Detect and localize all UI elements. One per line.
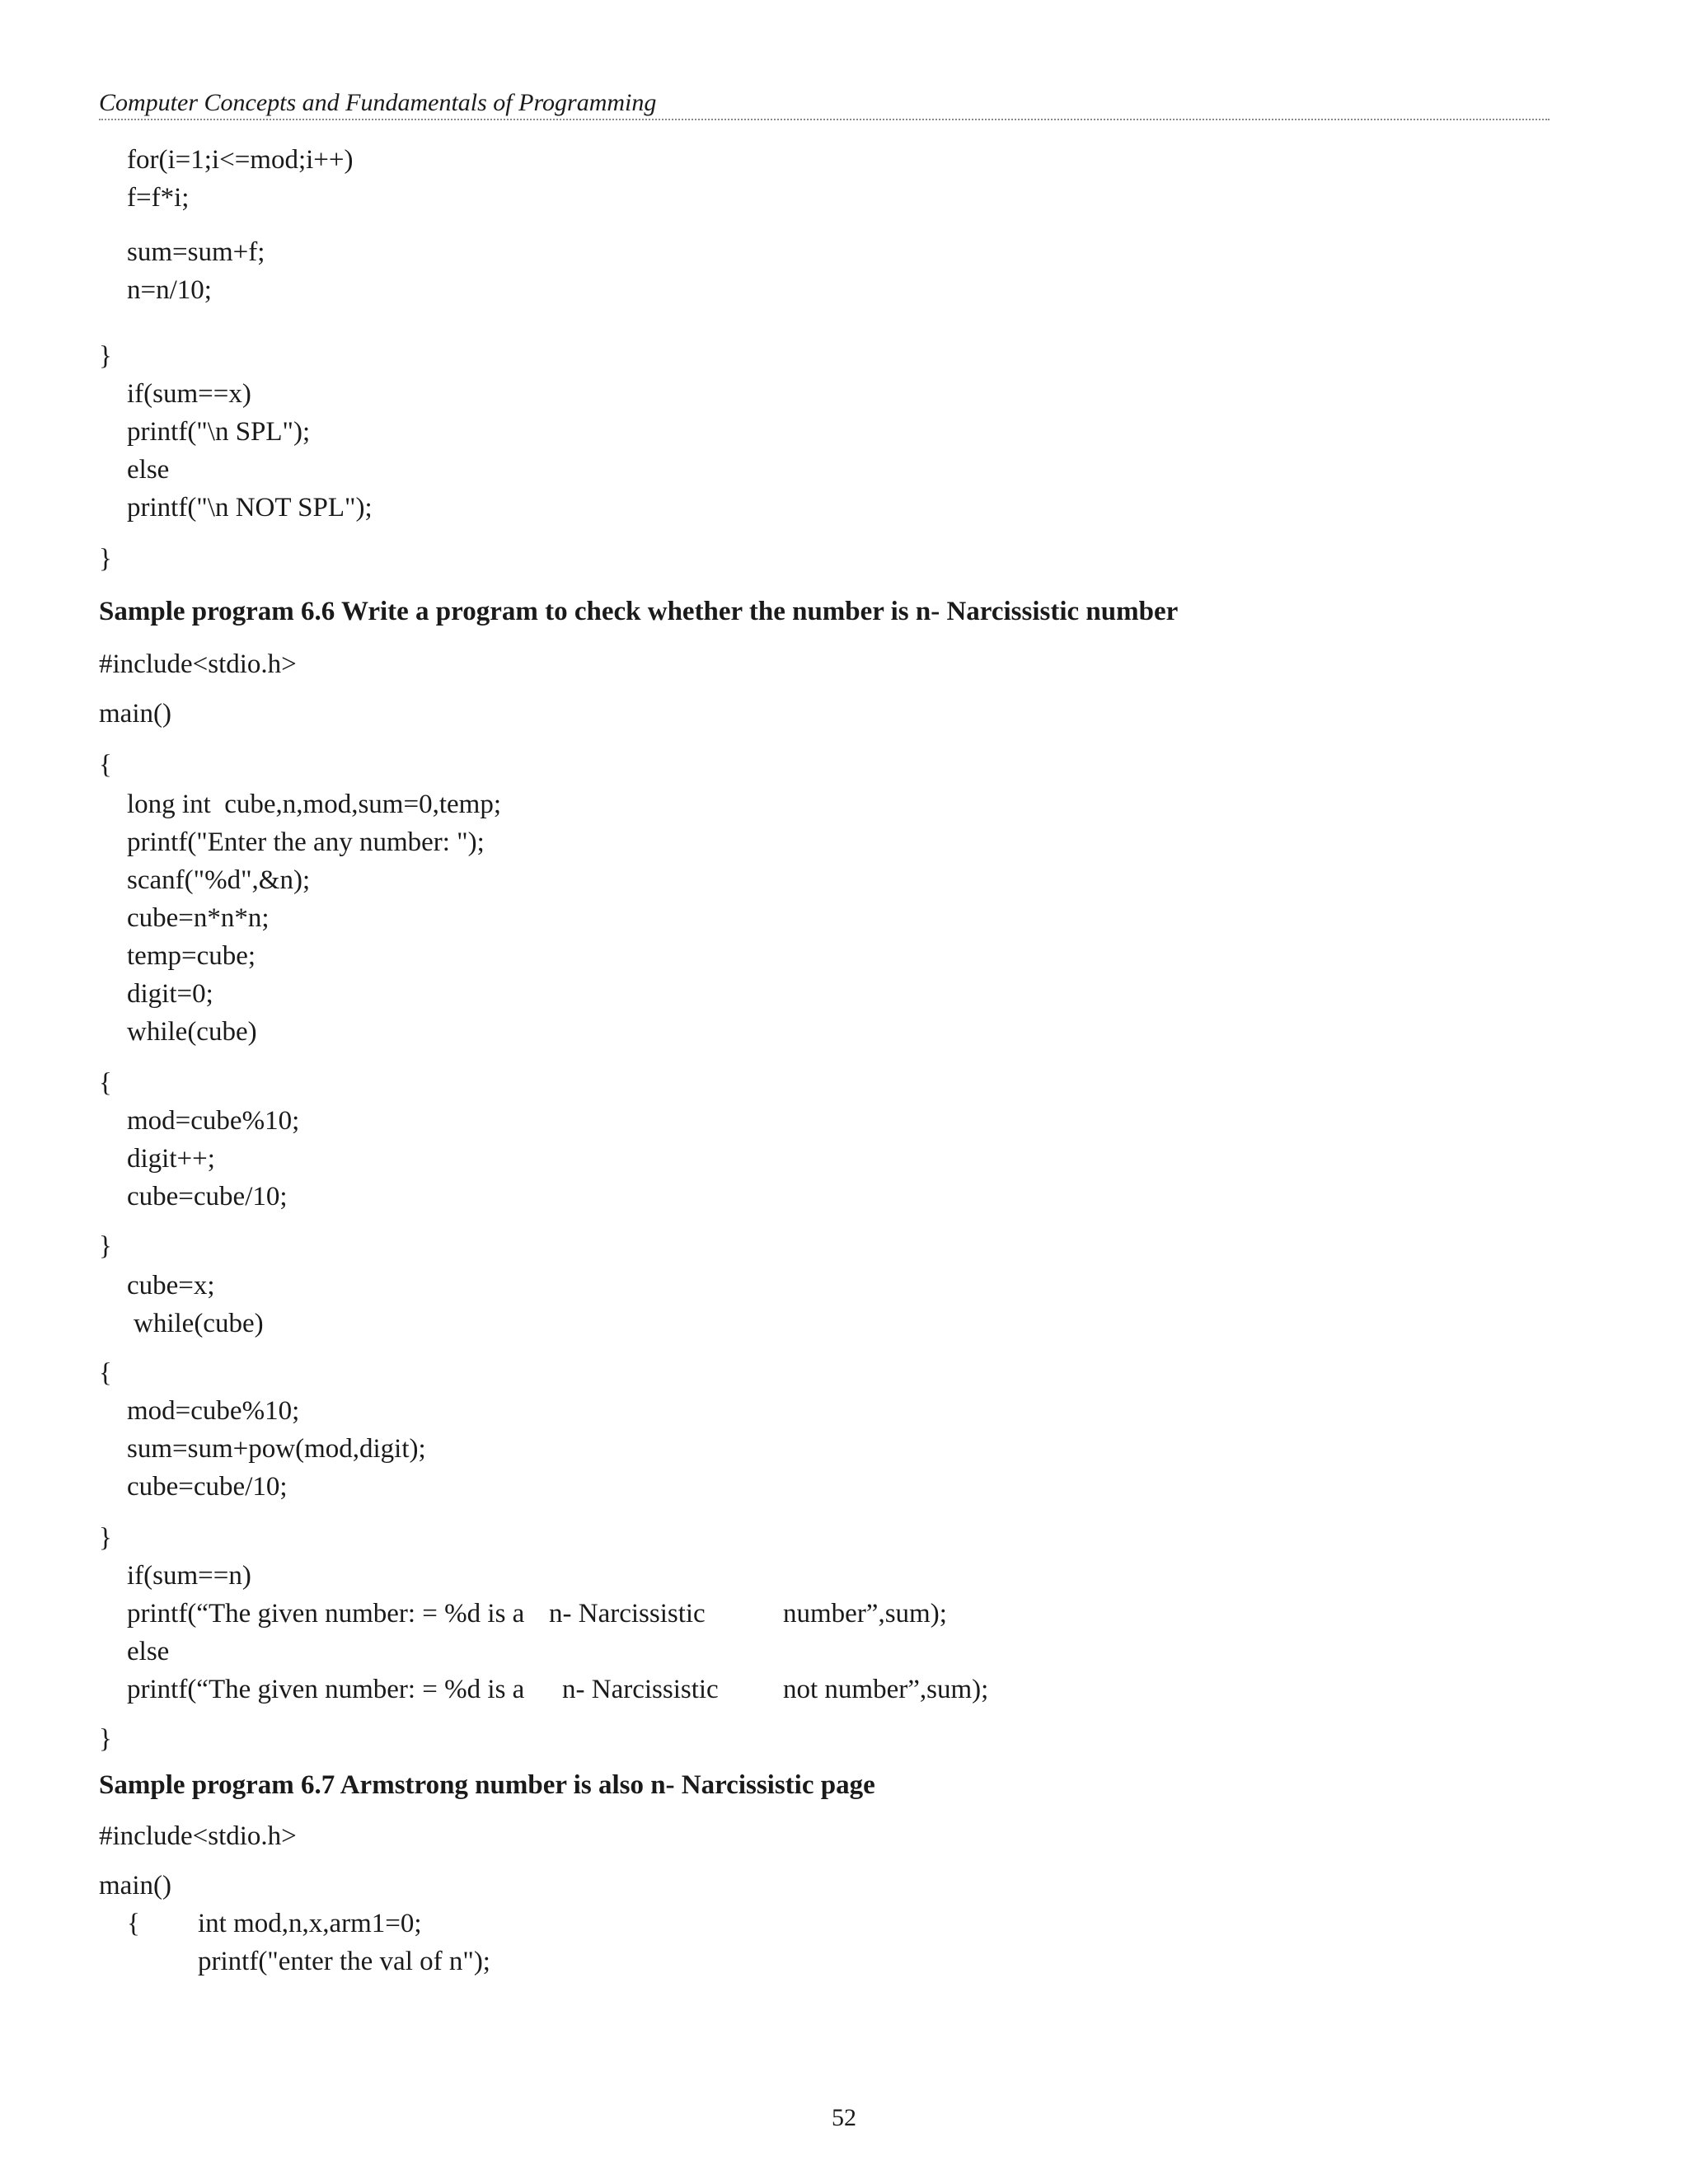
code-line: if(sum==x) <box>127 379 251 409</box>
page-number: 52 <box>832 2104 856 2131</box>
code-line: if(sum==n) <box>127 1561 251 1591</box>
code-line: scanf("%d",&n); <box>127 865 311 895</box>
code-line: sum=sum+f; <box>127 237 265 267</box>
code-line: while(cube) <box>134 1309 264 1338</box>
code-line: } <box>99 544 112 574</box>
book-title: Computer Concepts and Fundamentals of Programming <box>99 89 657 116</box>
program-heading: Sample program 6.7 Armstrong number is also n- Narcissistic page <box>99 1770 875 1800</box>
code-line: cube=x; <box>127 1271 215 1301</box>
code-segment: n- Narcissistic <box>549 1599 706 1629</box>
code-line: cube=n*n*n; <box>127 903 270 933</box>
code-line: printf("\n SPL"); <box>127 417 311 447</box>
code-line: } <box>99 1231 112 1261</box>
code-segment: n- Narcissistic <box>562 1675 719 1704</box>
code-line: digit=0; <box>127 979 213 1009</box>
code-line: main() <box>99 1871 171 1900</box>
code-line: main() <box>99 699 171 729</box>
code-segment: printf(“The given number: = %d is a <box>127 1599 525 1629</box>
code-line: } <box>99 1724 112 1754</box>
code-line: { <box>99 1358 112 1388</box>
code-line: mod=cube%10; <box>127 1106 300 1136</box>
code-line: printf("Enter the any number: "); <box>127 827 485 857</box>
code-line: cube=cube/10; <box>127 1472 288 1502</box>
code-line: else <box>127 455 170 485</box>
code-line: int mod,n,x,arm1=0; <box>198 1909 422 1938</box>
code-segment: printf(“The given number: = %d is a <box>127 1675 525 1704</box>
code-line: { <box>99 1068 112 1098</box>
code-line: f=f*i; <box>127 183 190 213</box>
code-line: sum=sum+pow(mod,digit); <box>127 1434 426 1464</box>
program-heading: Sample program 6.6 Write a program to check whether the number is n- Narcissistic number <box>99 597 1179 626</box>
code-segment: not number”,sum); <box>783 1675 989 1704</box>
code-line: #include<stdio.h> <box>99 1821 297 1851</box>
code-line: cube=cube/10; <box>127 1182 288 1212</box>
code-line: digit++; <box>127 1144 215 1174</box>
code-line: long int cube,n,mod,sum=0,temp; <box>127 790 501 819</box>
code-line: else <box>127 1637 170 1666</box>
running-header <box>99 86 1550 120</box>
code-line: temp=cube; <box>127 941 256 971</box>
code-line: { <box>127 1909 140 1938</box>
code-line: printf("\n NOT SPL"); <box>127 493 373 523</box>
code-segment: number”,sum); <box>783 1599 947 1629</box>
code-line: } <box>99 341 112 371</box>
code-line: while(cube) <box>127 1017 257 1047</box>
code-line: #include<stdio.h> <box>99 649 297 679</box>
code-line: for(i=1;i<=mod;i++) <box>127 145 354 175</box>
code-line: { <box>99 750 112 780</box>
code-line: mod=cube%10; <box>127 1396 300 1426</box>
code-line: } <box>99 1523 112 1553</box>
code-line: n=n/10; <box>127 275 212 305</box>
code-line: printf("enter the val of n"); <box>198 1947 490 1976</box>
